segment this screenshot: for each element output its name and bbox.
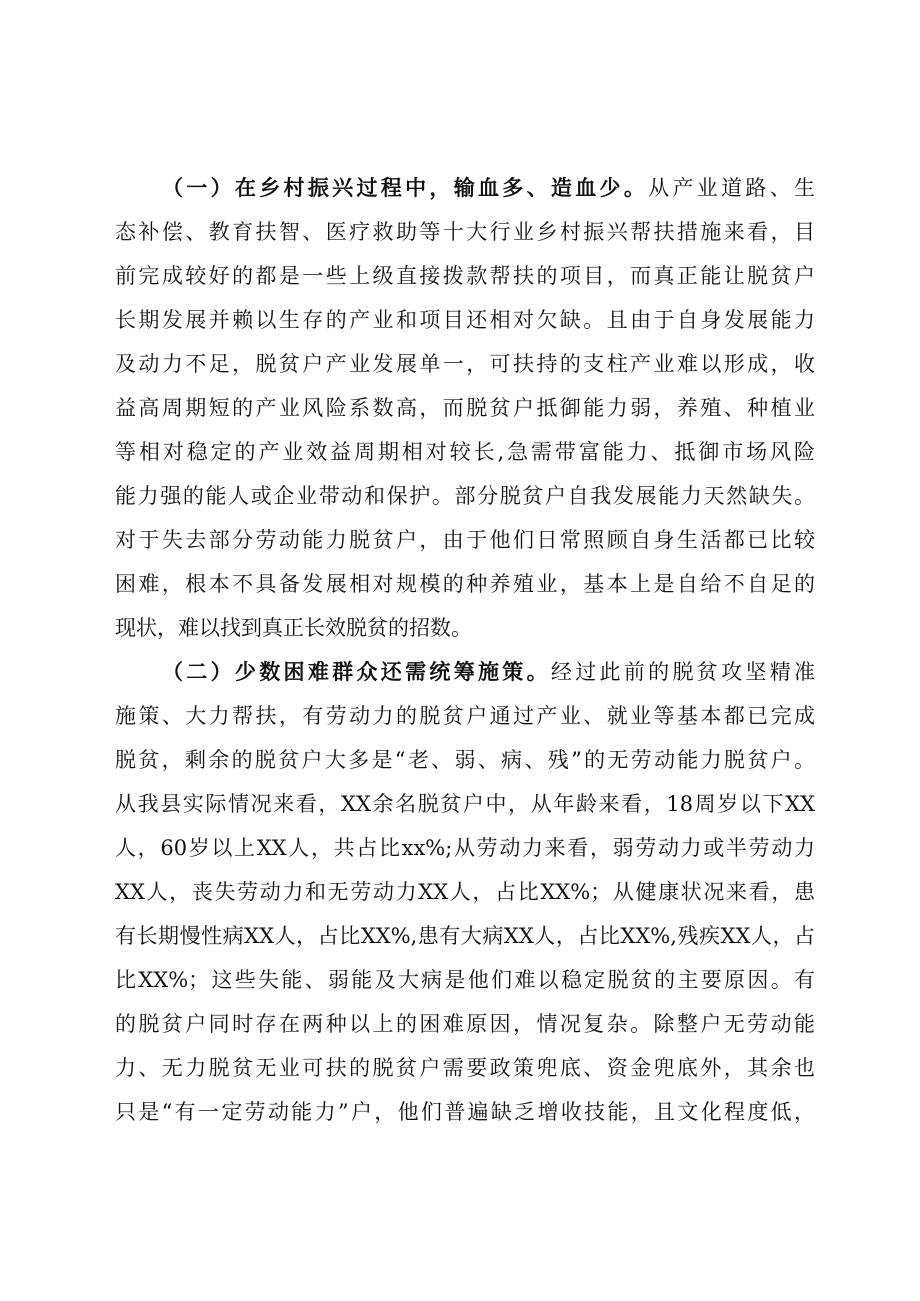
paragraph-1-line-11: 现状，难以找到真正长效脱贫的招数。 <box>115 616 472 640</box>
paragraph-1-line-4: 长期发展并赖以生存的产业和项目还相对欠缺。且由于自身发展能力 <box>115 308 815 332</box>
paragraph-1-line-7: 等相对稳定的产业效益周期相对较长,急需带富能力、抵御市场风险 <box>115 440 815 464</box>
paragraph-2-line-10: 力、无力脱贫无业可扶的脱贫户需要政策兜底、资金兜底外，其余也 <box>115 1056 815 1080</box>
paragraph-1-line-6: 益高周期短的产业风险系数高，而脱贫户抵御能力弱，养殖、种植业 <box>115 396 815 420</box>
paragraph-2-heading: （二）少数困难群众还需统筹施策。 <box>162 659 551 684</box>
paragraph-1-line-3: 前完成较好的都是一些上级直接拨款帮扶的项目，而真正能让脱贫户 <box>115 264 815 288</box>
paragraph-2-text: 经过此前的脱贫攻坚精准 <box>550 660 815 684</box>
paragraph-2-line-5: 人，60岁以上XX人，共占比xx%;从劳动力来看，弱劳动力或半劳动力 <box>115 836 815 860</box>
paragraph-1-heading: （一）在乡村振兴过程中，输血多、造血少。 <box>162 175 649 200</box>
paragraph-2-line-6: XX人，丧失劳动力和无劳动力XX人，占比XX%；从健康状况来看，患 <box>115 880 815 904</box>
paragraph-2-line-1 <box>162 654 815 690</box>
paragraph-1-line-10: 困难，根本不具备发展相对规模的种养殖业，基本上是自给不自足的 <box>115 572 815 596</box>
paragraph-1-line-8: 能力强的能人或企业带动和保护。部分脱贫户自我发展能力天然缺失。 <box>115 484 815 508</box>
paragraph-2-line-2: 施策、大力帮扶，有劳动力的脱贫户通过产业、就业等基本都已完成 <box>115 704 815 728</box>
paragraph-2-line-8: 比XX%；这些失能、弱能及大病是他们难以稳定脱贫的主要原因。有 <box>115 968 815 992</box>
paragraph-2-line-3: 脱贫，剩余的脱贫户大多是“老、弱、病、残”的无劳动能力脱贫户。 <box>115 748 815 772</box>
paragraph-2-line-9: 的脱贫户同时存在两种以上的困难原因，情况复杂。除整户无劳动能 <box>115 1012 815 1036</box>
paragraph-1-line-9: 对于失去部分劳动能力脱贫户，由于他们日常照顾自身生活都已比较 <box>115 528 815 552</box>
paragraph-1-line-2: 态补偿、教育扶智、医疗救助等十大行业乡村振兴帮扶措施来看，目 <box>115 220 815 244</box>
paragraph-2-line-11: 只是“有一定劳动能力”户，他们普遍缺乏增收技能，且文化程度低， <box>115 1100 815 1124</box>
paragraph-1-text: 从产业道路、生 <box>648 176 815 200</box>
paragraph-1-line-5: 及动力不足，脱贫户产业发展单一，可扶持的支柱产业难以形成，收 <box>115 352 815 376</box>
paragraph-2-line-7: 有长期慢性病XX人，占比XX%,患有大病XX人，占比XX%,残疾XX人，占 <box>115 924 815 948</box>
paragraph-2-line-4: 从我县实际情况来看，XX余名脱贫户中，从年龄来看，18周岁以下XX <box>115 792 815 816</box>
paragraph-1-line-1 <box>162 170 815 206</box>
